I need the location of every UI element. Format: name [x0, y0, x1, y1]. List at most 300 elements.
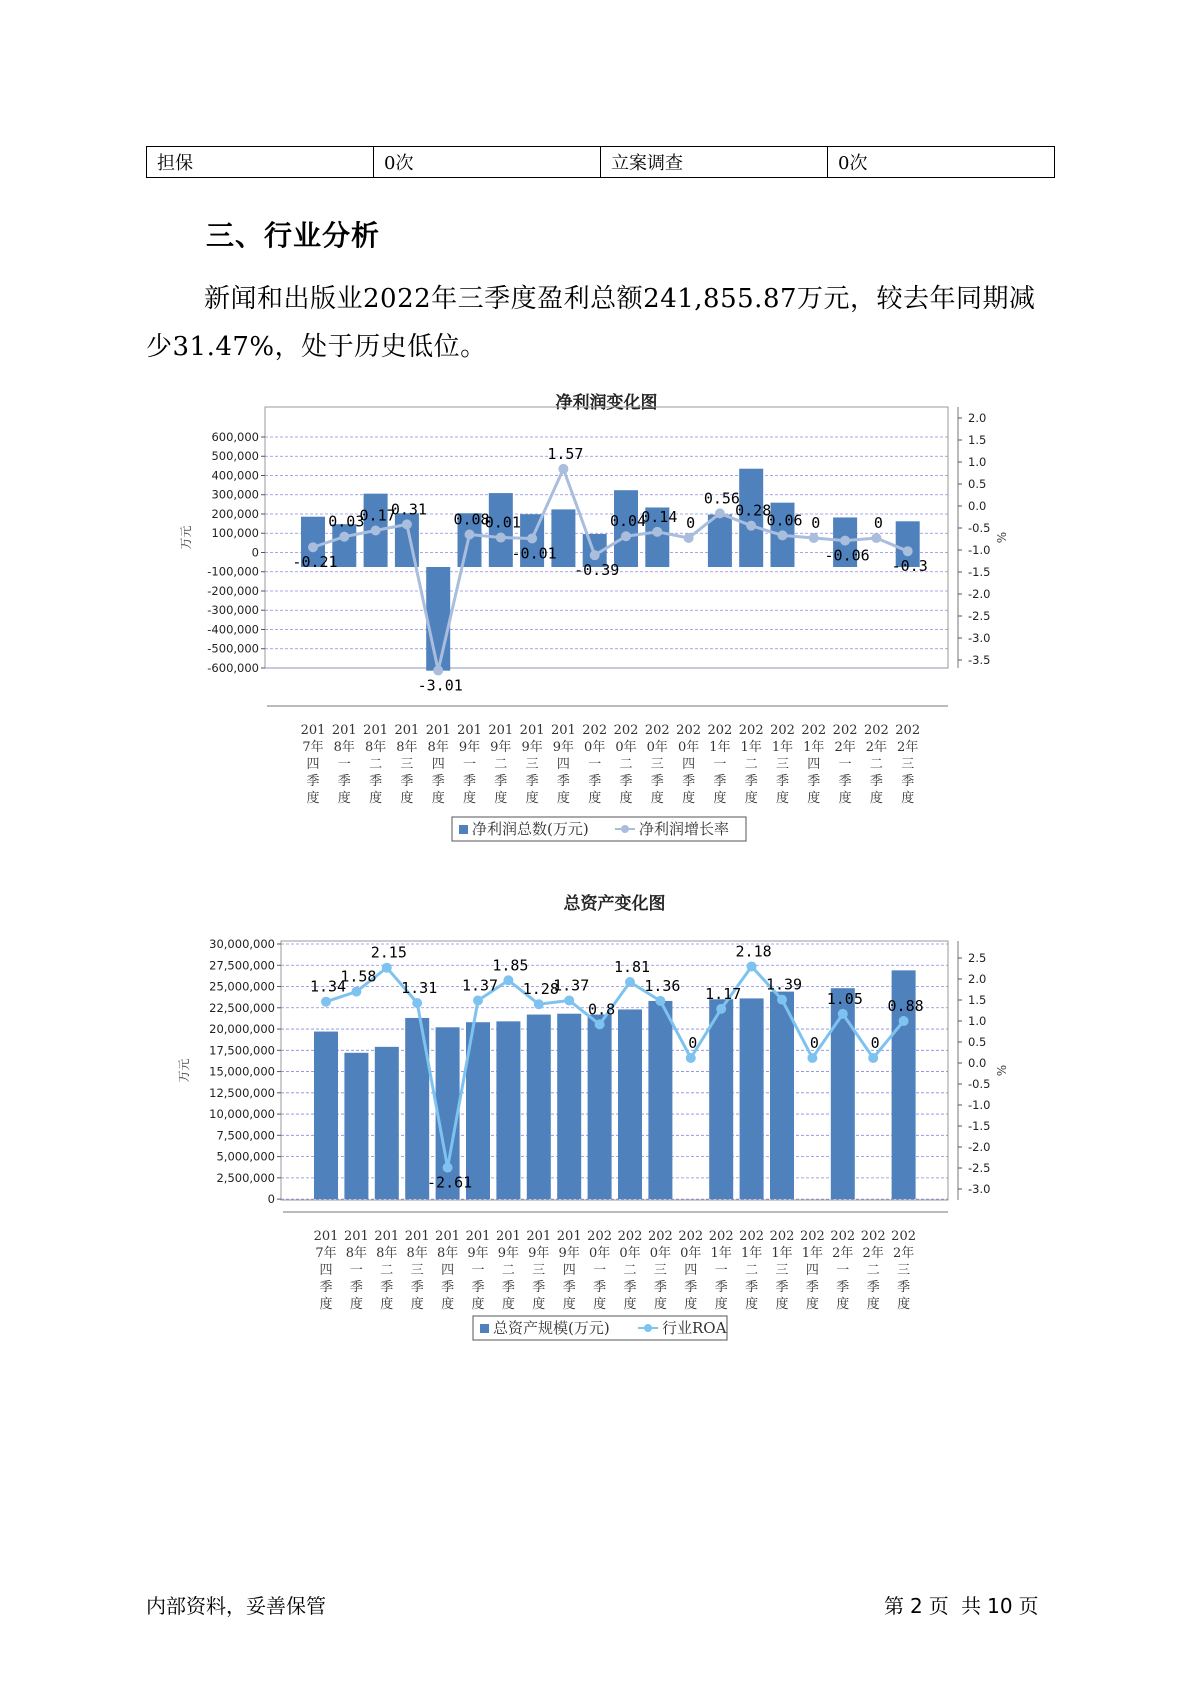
x-tick-label: 7年	[315, 1246, 337, 1261]
line-point	[778, 530, 788, 540]
line-point	[746, 521, 756, 531]
x-tick-label: 季	[525, 774, 539, 789]
x-tick-label: 季	[807, 774, 821, 789]
x-tick-label: 一	[593, 1263, 607, 1278]
y-left-tick-label: -100,000	[207, 564, 259, 579]
x-tick-label: 202	[895, 723, 921, 738]
x-tick-label: 8年	[345, 1246, 368, 1261]
x-tick-label: 季	[441, 1280, 455, 1295]
line-point	[903, 546, 913, 556]
x-tick-label: 9年	[458, 740, 481, 755]
y-left-tick-label: 0	[251, 545, 259, 560]
x-tick-label: 度	[441, 1297, 455, 1312]
chart-title: 净利润变化图	[555, 393, 658, 413]
y-left-tick-label: 5,000,000	[216, 1149, 275, 1164]
x-tick-label: 201	[331, 723, 357, 738]
x-tick-label: 二	[494, 757, 508, 772]
data-label: 0.28	[735, 501, 772, 520]
legend-bar-swatch	[459, 825, 468, 834]
x-tick-label: 度	[836, 1297, 850, 1312]
x-tick-label: 度	[319, 1297, 333, 1312]
x-tick-label: 度	[588, 791, 602, 806]
x-tick-label: 度	[462, 791, 477, 806]
x-tick-label: 201	[495, 1229, 521, 1244]
x-tick-label: 202	[769, 1229, 795, 1244]
x-tick-label: 2年	[834, 740, 856, 755]
x-tick-label: 度	[410, 1297, 424, 1312]
x-tick-label: 0年	[677, 740, 700, 755]
table-cell: 0次	[374, 147, 601, 178]
x-tick-label: 202	[770, 723, 795, 738]
x-tick-label: 四	[805, 1263, 819, 1278]
x-tick-label: 一	[714, 1263, 728, 1278]
data-label: 0.88	[887, 997, 924, 1016]
x-tick-label: 度	[556, 791, 570, 806]
net-profit-chart	[0, 385, 1191, 855]
x-tick-label: 202	[644, 723, 670, 738]
x-tick-label: 季	[349, 1280, 363, 1295]
data-label: 0.04	[609, 512, 647, 531]
x-tick-label: 三	[775, 757, 790, 772]
x-tick-label: 季	[306, 774, 320, 789]
x-tick-label: 季	[775, 774, 790, 789]
x-tick-label: 201	[343, 1229, 369, 1244]
bar	[770, 992, 794, 1199]
y-left-tick-label: 17,500,000	[209, 1043, 275, 1058]
x-tick-label: 2年	[897, 740, 919, 755]
x-tick-label: 季	[869, 774, 883, 789]
x-tick-label: 度	[471, 1297, 485, 1312]
x-tick-label: 202	[801, 723, 827, 738]
x-tick-label: 度	[593, 1297, 607, 1312]
y-right-tick-label: 1.0	[968, 455, 987, 469]
data-label: 2.18	[735, 942, 772, 961]
y-left-tick-label: 7,500,000	[216, 1128, 275, 1143]
y-right-tick-label: -1.0	[968, 543, 991, 557]
line-point	[433, 665, 443, 675]
y-right-tick-label: -2.0	[968, 1140, 991, 1154]
x-tick-label: 季	[337, 774, 351, 789]
line-point	[840, 536, 850, 546]
line-point	[558, 464, 568, 474]
x-tick-label: 8年	[376, 1246, 398, 1261]
data-label: 1.37	[553, 976, 590, 995]
table-cell: 立案调查	[601, 147, 828, 178]
line-point	[809, 533, 819, 543]
line-point	[412, 998, 422, 1008]
data-label: 1.17	[705, 984, 742, 1003]
x-tick-label: 度	[525, 791, 539, 806]
y-right-tick-label: 0.0	[968, 499, 987, 513]
y-right-tick-label: -3.0	[968, 631, 991, 645]
x-tick-label: 季	[619, 774, 633, 789]
x-tick-label: 201	[300, 723, 326, 738]
x-tick-label: 1年	[710, 1246, 732, 1261]
x-tick-label: 四	[306, 757, 320, 772]
x-tick-label: 度	[494, 791, 508, 806]
line-point	[868, 1053, 878, 1063]
data-label: 0.8	[588, 1000, 616, 1019]
x-tick-label: 季	[623, 1280, 637, 1295]
x-tick-label: 一	[713, 757, 727, 772]
x-tick-label: 201	[519, 723, 545, 738]
x-tick-label: 7年	[302, 740, 324, 755]
x-tick-label: 二	[866, 1263, 880, 1278]
x-tick-label: 季	[494, 774, 508, 789]
x-tick-label: 季	[653, 1280, 667, 1295]
line-point	[655, 996, 665, 1006]
x-tick-label: 三	[525, 757, 539, 772]
x-tick-label: 季	[684, 1280, 698, 1295]
legend-line-marker	[621, 825, 629, 833]
x-tick-label: 四	[682, 757, 696, 772]
y-right-tick-label: -2.5	[968, 609, 991, 623]
line-point	[371, 526, 381, 536]
line-point	[527, 533, 537, 543]
x-tick-label: 三	[653, 1263, 667, 1278]
x-tick-label: 度	[714, 1297, 728, 1312]
x-tick-label: 度	[682, 791, 696, 806]
data-label: 0.17	[359, 506, 396, 525]
line-point	[747, 961, 757, 971]
x-tick-label: 二	[623, 1263, 637, 1278]
page-number: 2	[910, 1594, 923, 1618]
x-tick-label: 1年	[771, 740, 794, 755]
line-point	[715, 508, 725, 518]
data-label: -2.61	[427, 1173, 473, 1192]
page-mid: 页	[928, 1594, 949, 1618]
x-tick-label: 季	[588, 774, 602, 789]
x-tick-label: 9年	[552, 740, 575, 755]
x-tick-label: 9年	[521, 740, 543, 755]
x-tick-label: 一	[836, 1263, 850, 1278]
x-tick-label: 季	[410, 1280, 424, 1295]
x-tick-label: 8年	[427, 740, 449, 755]
x-tick-label: 1年	[771, 1246, 793, 1261]
y-right-tick-label: 0.5	[968, 477, 987, 491]
total-prefix: 共	[961, 1594, 982, 1618]
y-left-tick-label: 25,000,000	[209, 979, 275, 994]
x-tick-label: 季	[713, 774, 727, 789]
data-label: 1.34	[309, 977, 347, 996]
line-point	[652, 527, 662, 537]
x-tick-label: 季	[380, 1280, 394, 1295]
x-tick-label: 0年	[646, 740, 668, 755]
y-right-tick-label: -2.5	[968, 1161, 991, 1175]
bar	[588, 1015, 612, 1199]
x-tick-label: 二	[744, 757, 758, 772]
x-tick-label: 202	[707, 723, 733, 738]
x-tick-label: 季	[556, 774, 570, 789]
y-left-tick-label: -200,000	[207, 583, 259, 598]
x-tick-label: 二	[619, 757, 633, 772]
x-tick-label: 202	[678, 1229, 704, 1244]
y-left-tick-label: 500,000	[211, 449, 259, 464]
x-tick-label: 8年	[333, 740, 355, 755]
line-point	[503, 975, 513, 985]
x-tick-label: 季	[369, 774, 383, 789]
x-tick-label: 201	[488, 723, 514, 738]
x-tick-label: 9年	[490, 740, 512, 755]
x-tick-label: 201	[457, 723, 482, 738]
x-tick-label: 201	[363, 723, 389, 738]
data-label: 1.36	[644, 976, 681, 995]
line-point	[621, 531, 631, 541]
data-label: 2.15	[370, 943, 407, 962]
x-tick-label: 9年	[467, 1246, 489, 1261]
line-point	[595, 1019, 605, 1029]
x-tick-label: 202	[891, 1229, 917, 1244]
line-point	[382, 963, 392, 973]
x-tick-label: 度	[807, 791, 821, 806]
x-tick-label: 度	[684, 1297, 698, 1312]
y-left-tick-label: 2,500,000	[216, 1170, 275, 1185]
x-tick-label: 度	[400, 791, 414, 806]
data-label: -0.01	[511, 544, 557, 563]
x-tick-label: 0年	[588, 1246, 611, 1261]
bar	[557, 1014, 581, 1199]
bar	[496, 1021, 520, 1199]
x-tick-label: 8年	[364, 740, 387, 755]
line-point	[807, 1053, 817, 1063]
y-right-unit: %	[995, 531, 1009, 544]
x-tick-label: 度	[562, 1297, 576, 1312]
bar	[708, 515, 732, 567]
data-label: 0.06	[766, 511, 803, 530]
y-left-tick-label: 400,000	[211, 468, 259, 483]
x-tick-label: 201	[526, 1229, 552, 1244]
x-tick-label: 季	[431, 774, 445, 789]
x-tick-label: 9年	[497, 1246, 520, 1261]
x-tick-label: 1年	[709, 740, 731, 755]
x-tick-label: 202	[738, 723, 764, 738]
y-right-tick-label: 2.0	[968, 972, 987, 986]
x-tick-label: 201	[435, 1229, 461, 1244]
x-tick-label: 二	[369, 757, 383, 772]
x-tick-label: 一	[471, 1263, 485, 1278]
data-label: -0.39	[574, 561, 620, 580]
x-tick-label: 度	[775, 1297, 789, 1312]
x-tick-label: 二	[869, 757, 883, 772]
x-tick-label: 季	[400, 774, 414, 789]
line-point	[402, 519, 412, 529]
x-tick-label: 201	[374, 1229, 400, 1244]
legend-line-label: 净利润增长率	[639, 820, 730, 838]
x-tick-label: 二	[501, 1263, 515, 1278]
x-tick-label: 季	[650, 774, 664, 789]
x-tick-label: 季	[562, 1280, 576, 1295]
data-label: 0	[686, 514, 696, 532]
x-tick-label: 度	[431, 791, 445, 806]
y-right-tick-label: 1.0	[968, 1014, 987, 1028]
legend-bar-label: 净利润总数(万元)	[472, 820, 589, 838]
y-left-tick-label: 12,500,000	[209, 1085, 275, 1100]
x-tick-label: 四	[319, 1263, 333, 1278]
x-tick-label: 季	[714, 1280, 728, 1295]
y-right-unit: %	[995, 1064, 1009, 1077]
x-tick-label: 度	[337, 791, 351, 806]
line-point	[590, 550, 600, 560]
y-left-unit: 万元	[177, 1058, 191, 1083]
y-right-tick-label: 0.0	[968, 1056, 987, 1070]
x-tick-label: 季	[775, 1280, 789, 1295]
x-tick-label: 度	[744, 791, 758, 806]
x-tick-label: 三	[775, 1263, 789, 1278]
legend-line-marker	[644, 1324, 652, 1332]
x-tick-label: 一	[838, 757, 852, 772]
x-tick-label: 四	[562, 1263, 576, 1278]
data-label: -0.3	[891, 557, 928, 576]
line-point	[339, 532, 349, 542]
y-right-tick-label: 1.5	[968, 993, 987, 1007]
x-tick-label: 度	[745, 1297, 759, 1312]
x-tick-label: 202	[647, 1229, 673, 1244]
x-tick-label: 四	[684, 1263, 698, 1278]
x-tick-label: 202	[613, 723, 639, 738]
y-left-tick-label: 15,000,000	[209, 1064, 275, 1079]
data-label: 1.58	[340, 967, 377, 986]
line-point	[496, 533, 506, 543]
page-prefix: 第	[884, 1594, 904, 1618]
x-tick-label: 201	[465, 1229, 491, 1244]
x-tick-label: 季	[805, 1280, 819, 1295]
y-right-tick-label: 0.5	[968, 1035, 987, 1049]
x-tick-label: 8年	[396, 740, 418, 755]
x-tick-label: 0年	[619, 1246, 641, 1261]
line-point	[684, 533, 694, 543]
x-tick-label: 9年	[528, 1246, 550, 1261]
data-label: 1.28	[522, 980, 559, 999]
table-row	[147, 147, 1055, 178]
data-label: 1.57	[547, 444, 584, 463]
x-tick-label: 1年	[801, 1246, 824, 1261]
data-label: 0	[811, 514, 821, 532]
page-indicator	[884, 1590, 1045, 1619]
x-tick-label: 三	[532, 1263, 546, 1278]
x-tick-label: 202	[830, 1229, 856, 1244]
x-tick-label: 季	[836, 1280, 850, 1295]
x-tick-label: 202	[617, 1229, 643, 1244]
x-tick-label: 0年	[649, 1246, 672, 1261]
bar	[344, 1053, 368, 1199]
x-tick-label: 四	[807, 757, 821, 772]
x-tick-label: 201	[394, 723, 420, 738]
x-tick-label: 季	[319, 1280, 333, 1295]
x-tick-label: 度	[838, 791, 852, 806]
x-tick-label: 0年	[584, 740, 606, 755]
line-point	[443, 1163, 453, 1173]
x-tick-label: 1年	[740, 1246, 763, 1261]
x-tick-label: 202	[832, 723, 858, 738]
x-tick-label: 8年	[406, 1246, 428, 1261]
legend-bar-swatch	[480, 1324, 489, 1333]
data-label: 1.81	[613, 957, 651, 976]
data-label: -0.06	[824, 546, 870, 565]
y-right-tick-label: 2.5	[968, 951, 987, 965]
line-point	[871, 533, 881, 543]
data-label: 0	[809, 1034, 819, 1052]
x-tick-label: 度	[306, 791, 320, 806]
data-label: -0.21	[292, 553, 338, 572]
x-tick-label: 季	[838, 774, 852, 789]
table-cell: 0次	[828, 147, 1055, 178]
legend-line-label: 行业ROA	[662, 1319, 727, 1337]
x-tick-label: 度	[650, 791, 664, 806]
x-tick-label: 202	[708, 1229, 734, 1244]
line-point	[321, 997, 331, 1007]
x-tick-label: 季	[897, 1280, 911, 1295]
data-label: 1.37	[461, 976, 499, 995]
y-left-tick-label: 100,000	[211, 526, 259, 541]
bar	[709, 999, 733, 1199]
y-left-tick-label: 22,500,000	[209, 1000, 275, 1015]
y-right-tick-label: -0.5	[968, 1077, 991, 1091]
x-tick-label: 202	[860, 1229, 886, 1244]
x-tick-label: 季	[745, 1280, 759, 1295]
x-tick-label: 201	[550, 723, 576, 738]
data-label: 0	[688, 1034, 698, 1052]
x-tick-label: 201	[556, 1229, 582, 1244]
x-tick-label: 三	[897, 1263, 911, 1278]
x-tick-label: 四	[431, 757, 445, 772]
footer-note: 内部资料，妥善保管	[146, 1594, 326, 1618]
y-left-tick-label: -500,000	[207, 641, 259, 656]
x-tick-label: 度	[623, 1297, 637, 1312]
x-tick-label: 202	[799, 1229, 825, 1244]
y-right-tick-label: -1.5	[968, 1119, 991, 1133]
x-tick-label: 2年	[862, 1246, 884, 1261]
data-label: 1.39	[765, 975, 803, 994]
line-point	[899, 1016, 909, 1026]
line-point	[534, 999, 544, 1009]
data-label: 0.31	[390, 500, 427, 519]
line-point	[838, 1009, 848, 1019]
x-tick-label: 202	[676, 723, 702, 738]
section-heading: 三、行业分析	[206, 219, 381, 252]
x-tick-label: 季	[744, 774, 758, 789]
y-left-tick-label: 30,000,000	[209, 937, 275, 951]
bar	[375, 1047, 399, 1199]
y-right-tick-label: -3.0	[968, 1182, 991, 1196]
legend-bar-label: 总资产规模(万元)	[493, 1319, 610, 1337]
line-point	[465, 529, 475, 539]
y-left-tick-label: -600,000	[207, 660, 259, 675]
x-tick-label: 二	[380, 1263, 394, 1278]
x-tick-label: 度	[901, 791, 915, 806]
y-left-tick-label: -300,000	[207, 603, 259, 618]
x-tick-label: 1年	[803, 740, 825, 755]
x-tick-label: 季	[501, 1280, 515, 1295]
table-cell: 担保	[147, 147, 374, 178]
y-left-tick-label: 300,000	[211, 487, 259, 502]
x-tick-label: 季	[462, 774, 477, 789]
x-tick-label: 三	[400, 757, 414, 772]
x-tick-label: 一	[349, 1263, 363, 1278]
x-tick-label: 9年	[558, 1246, 580, 1261]
bar	[426, 567, 450, 671]
x-tick-label: 四	[556, 757, 570, 772]
data-label: 0.56	[703, 489, 740, 508]
x-tick-label: 1年	[740, 740, 762, 755]
data-label: 1.05	[826, 989, 863, 1008]
x-tick-label: 季	[901, 774, 915, 789]
x-tick-label: 2年	[892, 1246, 915, 1261]
x-tick-label: 度	[866, 1297, 880, 1312]
x-tick-label: 三	[901, 757, 915, 772]
y-left-tick-label: 20,000,000	[209, 1022, 275, 1037]
y-left-tick-label: 600,000	[211, 430, 259, 444]
x-tick-label: 201	[404, 1229, 430, 1244]
